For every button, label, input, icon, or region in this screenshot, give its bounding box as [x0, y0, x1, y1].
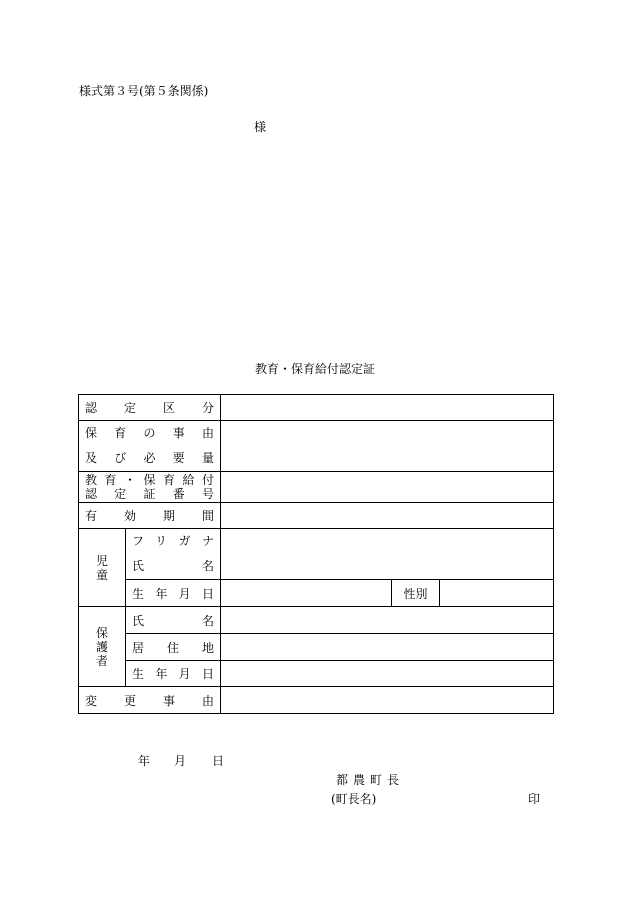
- issue-date: [138, 752, 224, 769]
- guardian-birthdate-label: 生年月日: [126, 661, 221, 687]
- guardian-birthdate-value: [221, 661, 554, 687]
- cert-number-label-line2: 認定証番号: [85, 487, 215, 501]
- child-group-char: 童: [95, 567, 108, 582]
- cert-number-label-line1: 教育・保育給付: [85, 473, 215, 487]
- child-furigana-label: フリガナ: [132, 534, 215, 548]
- reason-label: [79, 421, 221, 472]
- date-day: 日: [212, 754, 225, 768]
- child-group-label: [79, 529, 126, 607]
- seal-mark: 印: [528, 792, 541, 806]
- guardian-address-label: 居住地: [126, 634, 221, 661]
- child-group-char: 児: [95, 553, 108, 568]
- form-number: 様式第３号(第５条関係): [79, 84, 209, 98]
- cert-number-value: [221, 472, 554, 503]
- addressee-suffix: 様: [254, 120, 267, 134]
- guardian-name-value: [221, 607, 554, 634]
- guardian-group-char: 者: [95, 653, 108, 668]
- reason-label-line1: 保育の事由: [85, 426, 215, 440]
- category-label: 認定区分: [79, 395, 221, 421]
- reason-label-line2: 及び必要量: [85, 451, 215, 465]
- reason-value: [221, 421, 554, 472]
- guardian-group-label: [79, 607, 126, 687]
- child-birthdate-value: [221, 580, 392, 607]
- guardian-group-char: 保: [95, 625, 108, 640]
- child-name-label-text: 氏名: [132, 559, 215, 573]
- cert-number-label: [79, 472, 221, 503]
- child-name-label: [126, 529, 221, 580]
- change-reason-label: 変更事由: [79, 687, 221, 714]
- mayor-name: (町長名): [331, 792, 377, 806]
- certificate-table: [78, 394, 554, 714]
- guardian-group-char: 護: [95, 639, 108, 654]
- change-reason-value: [221, 687, 554, 714]
- date-month: 月: [174, 754, 187, 768]
- guardian-name-label: 氏名: [126, 607, 221, 634]
- guardian-address-value: [221, 634, 554, 661]
- child-sex-label: 性別: [392, 580, 440, 607]
- child-sex-value: [440, 580, 554, 607]
- valid-period-label: 有効期間: [79, 503, 221, 529]
- document-title: 教育・保育給付認定証: [254, 362, 375, 376]
- valid-period-value: [221, 503, 554, 529]
- child-name-value: [221, 529, 554, 580]
- mayor-title: 都農町長: [336, 773, 405, 787]
- date-year: 年: [138, 754, 151, 768]
- category-value: [221, 395, 554, 421]
- child-birthdate-label: 生年月日: [126, 580, 221, 607]
